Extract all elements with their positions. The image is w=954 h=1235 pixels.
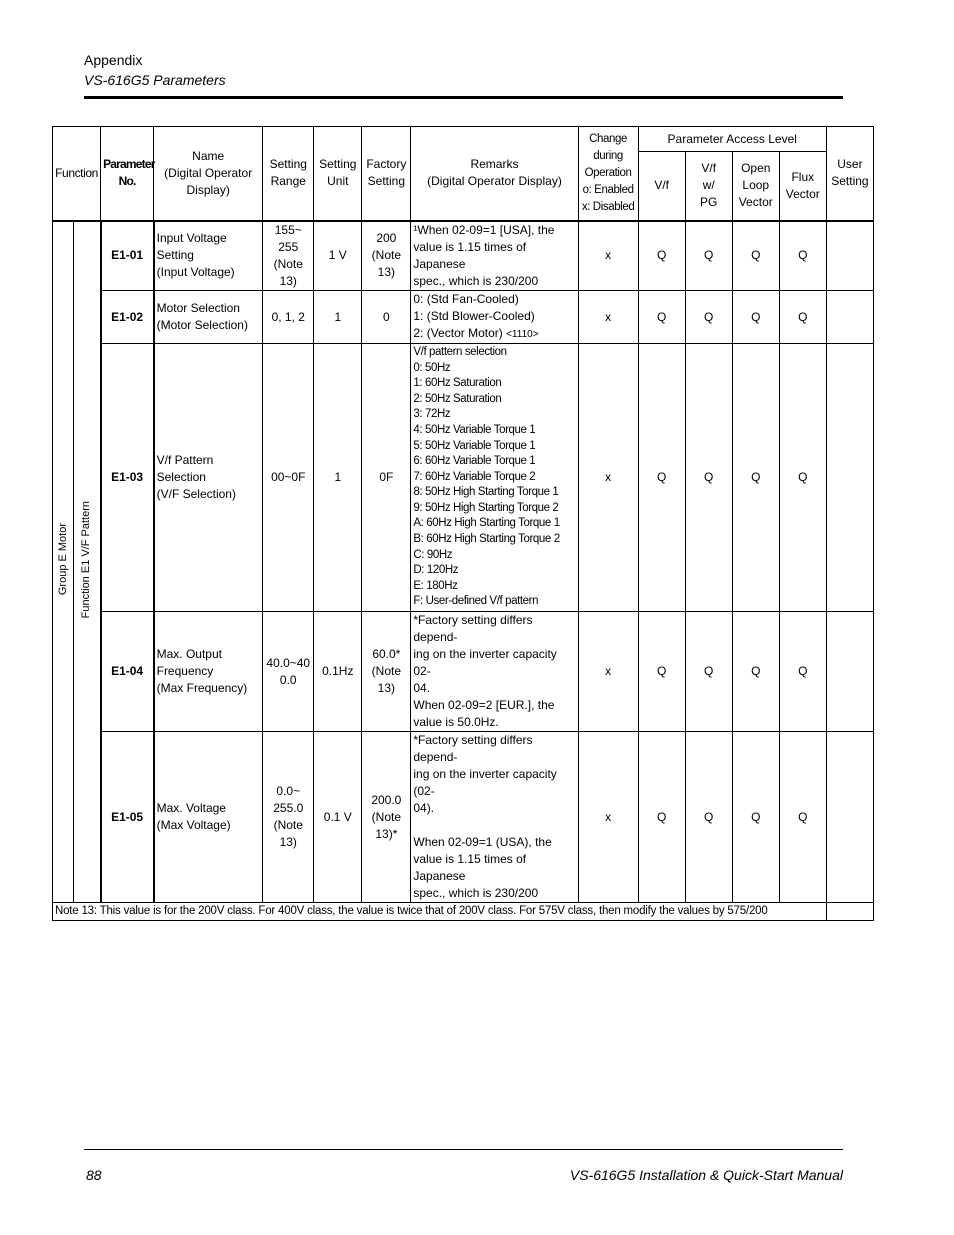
- change-during-op: x: [578, 291, 638, 344]
- note-13: Note 13: This value is for the 200V class. For 400V class, the value is twice that of 200V class. For 575V class, then modify the values by 575/200: [53, 903, 827, 921]
- access-open-loop: Q: [732, 732, 779, 903]
- param-no: E1-05: [101, 732, 154, 903]
- setting-range: 40.0~40 0.0: [263, 612, 314, 732]
- remarks: *Factory setting differs depend- ing on the inverter capacity 02- 04. When 02-09=2 [EUR.], the value is 50.0Hz.: [411, 612, 578, 732]
- header-rule: [84, 96, 843, 99]
- table-row: [53, 221, 874, 291]
- access-vf: Q: [638, 612, 685, 732]
- col-vf-pg: V/f w/ PG: [685, 152, 732, 221]
- setting-unit: 0.1Hz: [314, 612, 362, 732]
- access-vf-pg: Q: [685, 612, 732, 732]
- access-vf-pg: Q: [685, 291, 732, 344]
- access-flux-vector: Q: [779, 732, 826, 903]
- remarks-ref: <1110>: [506, 329, 539, 340]
- factory-setting: 200.0 (Note 13)*: [362, 732, 411, 903]
- manual-title: VS-616G5 Installation & Quick-Start Manual: [569, 1167, 843, 1183]
- param-no: E1-02: [101, 291, 154, 344]
- col-open-loop: Open Loop Vector: [732, 152, 779, 221]
- access-open-loop: Q: [732, 291, 779, 344]
- group-label-cell: [53, 221, 74, 903]
- param-no: E1-03: [101, 344, 154, 612]
- col-access-level: Parameter Access Level: [638, 127, 826, 152]
- table-row: [53, 612, 874, 732]
- page-number: 88: [86, 1167, 102, 1183]
- function-label-cell: [74, 221, 101, 903]
- factory-setting: 200 (Note 13): [362, 221, 411, 291]
- setting-range: 00~0F: [263, 344, 314, 612]
- col-factory-setting: Factory Setting: [362, 127, 411, 221]
- col-vf: V/f: [638, 152, 685, 221]
- access-vf-pg: Q: [685, 221, 732, 291]
- change-during-op: x: [578, 221, 638, 291]
- access-vf: Q: [638, 221, 685, 291]
- access-vf: Q: [638, 344, 685, 612]
- setting-unit: 1 V: [314, 221, 362, 291]
- section-title: Appendix: [84, 52, 143, 68]
- user-setting: [826, 732, 873, 903]
- remarks: V/f pattern selection 0: 50Hz 1: 60Hz Saturation 2: 50Hz Saturation 3: 72Hz 4: 50Hz Variable Torque 1 5: 50Hz Variable Torque 1 6: 60Hz Variable Torque 1 7: 60Hz Variable Torque 2 8: 50Hz High Starting Torque 1 9: 50Hz High Starting Torque 2 A: 60Hz High Starting Torque 1 B: 60Hz High Starting Torque 2 C: 90Hz D: 120Hz E: 180Hz F: User-defined V/f pattern: [411, 344, 578, 612]
- header-row-1: [53, 127, 874, 152]
- remarks: 0: (Std Fan-Cooled) 1: (Std Blower-Cooled) 2: (Vector Motor): [413, 292, 535, 340]
- col-remarks: Remarks (Digital Operator Display): [411, 127, 578, 221]
- access-flux-vector: Q: [779, 291, 826, 344]
- param-name: Motor Selection (Motor Selection): [154, 291, 263, 344]
- col-param-no: Parameter No.: [101, 127, 154, 221]
- user-setting: [826, 221, 873, 291]
- user-setting: [826, 291, 873, 344]
- setting-range: 155~ 255 (Note 13): [263, 221, 314, 291]
- param-name: Input Voltage Setting (Input Voltage): [154, 221, 263, 291]
- footer-rule: [84, 1149, 843, 1150]
- note-user-setting: [826, 903, 873, 921]
- param-name: V/f Pattern Selection (V/F Selection): [154, 344, 263, 612]
- access-flux-vector: Q: [779, 344, 826, 612]
- change-during-op: x: [578, 612, 638, 732]
- change-during-op: x: [578, 732, 638, 903]
- remarks-cell: [411, 291, 578, 344]
- access-vf-pg: Q: [685, 732, 732, 903]
- access-open-loop: Q: [732, 612, 779, 732]
- parameters-table: [52, 126, 874, 921]
- col-function: Function: [53, 127, 101, 221]
- user-setting: [826, 344, 873, 612]
- param-no: E1-01: [101, 221, 154, 291]
- function-label: Function E1 V/F Pattern: [80, 500, 93, 618]
- table-row: [53, 732, 874, 903]
- access-open-loop: Q: [732, 221, 779, 291]
- param-name: Max. Output Frequency (Max Frequency): [154, 612, 263, 732]
- factory-setting: 60.0* (Note 13): [362, 612, 411, 732]
- setting-range: 0, 1, 2: [263, 291, 314, 344]
- remarks: *Factory setting differs depend- ing on the inverter capacity (02- 04). When 02-09=1 (USA), the value is 1.15 times of Japanese spec., which is 230/200: [411, 732, 578, 903]
- access-vf: Q: [638, 732, 685, 903]
- param-name: Max. Voltage (Max Voltage): [154, 732, 263, 903]
- table-row: [53, 291, 874, 344]
- change-during-op: x: [578, 344, 638, 612]
- user-setting: [826, 612, 873, 732]
- note-row: [53, 903, 874, 921]
- setting-range: 0.0~ 255.0 (Note 13): [263, 732, 314, 903]
- col-change-during-op: Change during Operation o: Enabled x: Disabled: [578, 127, 638, 221]
- remarks: ¹When 02-09=1 [USA], the value is 1.15 times of Japanese spec., which is 230/200: [411, 221, 578, 291]
- col-setting-unit: Setting Unit: [314, 127, 362, 221]
- factory-setting: 0F: [362, 344, 411, 612]
- col-name: Name (Digital Operator Display): [154, 127, 263, 221]
- table-row: [53, 344, 874, 612]
- param-no: E1-04: [101, 612, 154, 732]
- col-user-setting: User Setting: [826, 127, 873, 221]
- access-flux-vector: Q: [779, 612, 826, 732]
- col-flux-vector: Flux Vector: [779, 152, 826, 221]
- access-flux-vector: Q: [779, 221, 826, 291]
- access-vf-pg: Q: [685, 344, 732, 612]
- setting-unit: 1: [314, 291, 362, 344]
- section-subtitle: VS-616G5 Parameters: [84, 72, 226, 88]
- access-vf: Q: [638, 291, 685, 344]
- col-setting-range: Setting Range: [263, 127, 314, 221]
- group-label: Group E Motor: [57, 523, 69, 596]
- factory-setting: 0: [362, 291, 411, 344]
- setting-unit: 0.1 V: [314, 732, 362, 903]
- access-open-loop: Q: [732, 344, 779, 612]
- setting-unit: 1: [314, 344, 362, 612]
